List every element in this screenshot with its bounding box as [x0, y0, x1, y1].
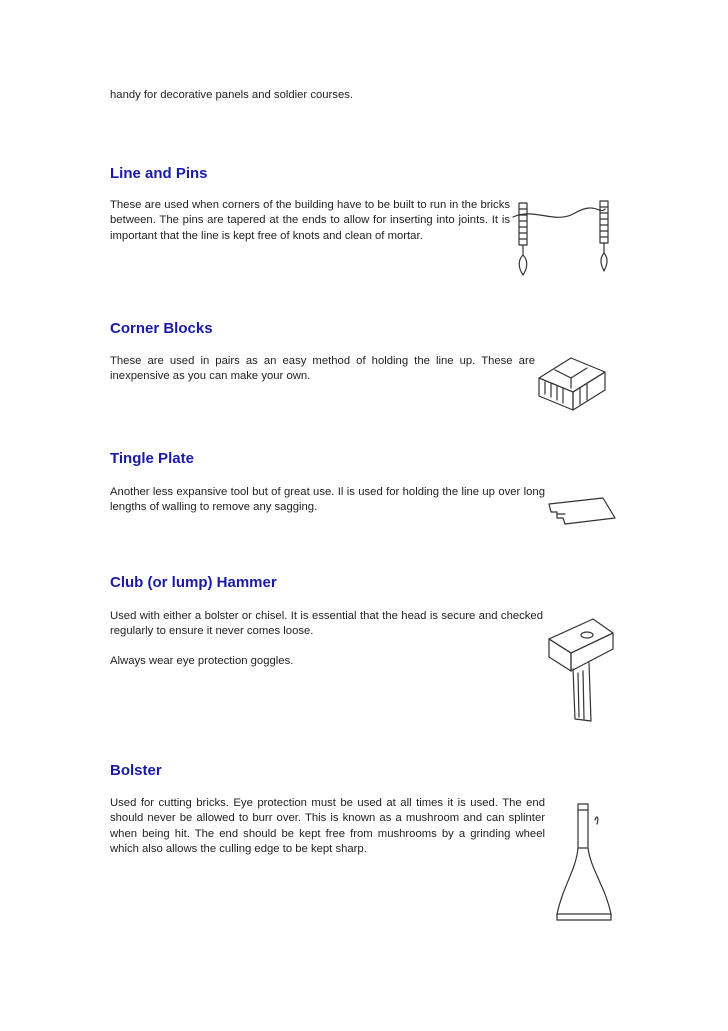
heading-club-hammer: Club (or lump) Hammer: [110, 574, 277, 591]
bolster-illustration: [545, 800, 625, 925]
club-hammer-illustration: [545, 615, 625, 725]
paragraph-tingle-plate: Another less expansive tool but of great use. Il is used for holding the line up over long lengths of walling to remove any sagging.: [110, 486, 545, 514]
heading-line-and-pins: Line and Pins: [110, 165, 208, 182]
paragraph-club-hammer-1: Used with either a bolster or chisel. It is essential that the head is secure and checked regularly to ensure it never comes loose.: [110, 610, 543, 638]
paragraph-club-hammer-2: Always wear eye protection goggles.: [110, 655, 294, 667]
paragraph-corner-blocks: These are used in pairs as an easy method of holding the line up. These are inexpensive as you can make your own.: [110, 355, 535, 383]
line-and-pins-illustration: [505, 195, 615, 285]
tingle-plate-illustration: [545, 490, 625, 535]
paragraph-line-and-pins: These are used when corners of the building have to be built to run in the bricks between. The pins are tapered at the ends to allow for inserting into joints. It is important that the line is kept free of knots and clean of mortar.: [110, 199, 510, 242]
heading-corner-blocks: Corner Blocks: [110, 320, 213, 337]
intro-text: handy for decorative panels and soldier courses.: [110, 89, 354, 101]
heading-bolster: Bolster: [110, 762, 162, 779]
corner-block-illustration: [535, 350, 610, 415]
heading-tingle-plate: Tingle Plate: [110, 450, 194, 467]
paragraph-bolster: Used for cutting bricks. Eye protection must be used at all times it is used. The end should never be allowed to burr over. This is known as a mushroom and can splinter when being hit. The end should be kept free from mushrooms by a grinding wheel which also allows the culling edge to be kept sharp.: [110, 797, 545, 856]
